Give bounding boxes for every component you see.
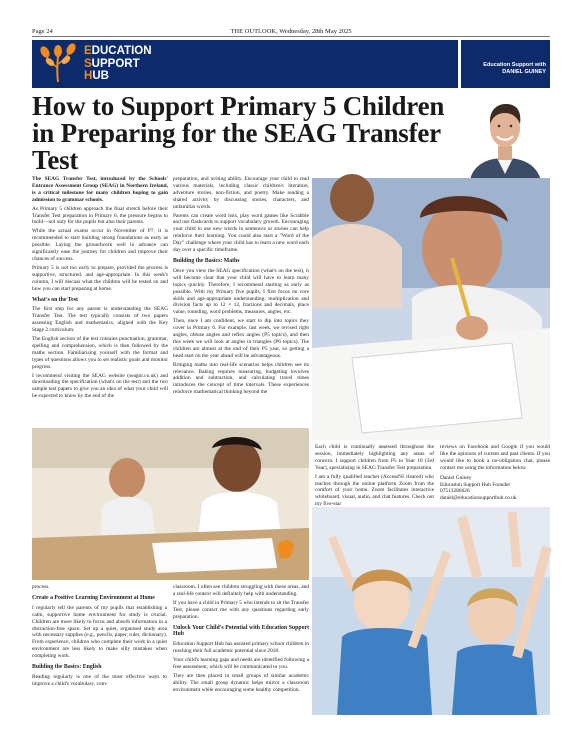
article-column-2: preparation, and writing ability. Encourage your child to read various materials, including classic children's literature, adventure stories, non-fiction, and poetry. Make reading a shared activity by discussing stories, characters, and unfamiliar words. Parents can create word lists, play word games like Scrabble and use flashcards to support vocabulary growth. Encouraging your child to use new words in sentences or stories can help reinforce their learning. You could also start a "Word of the Day" challenge where your child has to learn a new word each day over a specific timeframe. Building the Basics: Maths Once you view the SEAG specification (what's on the test), it will become clear that your child will have to learn many topics quickly. Therefore, I recommend starting as early as possible. With my Primary five pupils, I first focus on core skills and age-appropriate understanding: multiplication and division facts up to 12 × 12, fractions and decimals, place value, rounding, word problems, measures, angles, etc. Then, once I am confident, we start to dip into topics they cover in Primary 6. For example, last week, we revised right angles, obtuse angles and reflex angles (P5 topics), and then this week we will look at angles in triangles (P6 topics). The children are almost at the end of their P5 year, so getting a head start on the year ahead will be advantageous. Bringing maths into real-life scenarios helps children see its relevance. Baking requires measuring, budgeting involves addition and subtraction, and calculating travel times introduces the concept of time intervals. These experiences reinforce mathematical thinking beyond the [173, 176, 309, 396]
subheading: Building the Basics: English [32, 664, 102, 671]
masthead: THE OUTLOOK, Wednesday, 28th May 2025 [230, 28, 352, 35]
signature-title: Education Support Hub Founder [440, 481, 511, 488]
brand-banner [32, 40, 458, 88]
author-box [461, 40, 550, 185]
subheading: What's on the Test [32, 296, 78, 303]
signature-email: daniel@educationsupporthub.co.uk [440, 495, 517, 502]
subheading: Create a Positive Learning Environment at Home [32, 594, 155, 601]
page-number: Page 24 [32, 28, 53, 35]
author-portrait [461, 88, 550, 185]
subheading: Unlock Your Child's Potential with Education Support Hub [173, 624, 309, 638]
tree-logo-icon [36, 42, 80, 86]
page-header [32, 27, 550, 37]
article-column-6: classroom. I often see children struggling with these areas, and a real-life context will definitely help with understanding. If you have a child in Primary 5 who intends to sit the Transfer Test, please contact me with any questions regarding early preparation. Unlock Your Child's Potential with Education Support Hub Education Support Hub has assisted primary school children in reaching their full academic potential since 2018. Your child's learning gaps and needs are identified following a free assessment, which will be communicated to you. They are then placed in small groups of similar academic ability. The small group dynamic helps mirror a classroom environment while encouraging some healthy competition. [173, 584, 309, 693]
article-column-4: reviews on Facebook and Google if you would like the opinions of current and past clients. If you would like to book a no-obligation chat, please contact me using the information below. Daniel Guiney Education Support Hub Founder 07513286626 daniel@educationsupporthub.co.uk [440, 444, 550, 502]
signature-phone: 07513286626 [440, 488, 470, 495]
lede: The SEAG Transfer Test, introduced by the Schools' Entrance Assessment Group (SEAG) in Northern Ireland, is a critical milestone for many children hoping to gain admission to grammar schools. [32, 176, 168, 203]
brand-name: EDUCATION SUPPORT HUB [84, 45, 152, 82]
child-writing-photo [312, 178, 550, 440]
headline: How to Support Primary 5 Children in Preparing for the SEAG Transfer Test [32, 91, 445, 175]
signature-name: Daniel Guiney [440, 474, 472, 481]
author-caption: Education Support with DANIEL GUINEY [461, 40, 550, 88]
classroom-students-photo [32, 428, 309, 580]
article-column-1: The SEAG Transfer Test, introduced by the Schools' Entrance Assessment Group (SEAG) in Northern Ireland, is a critical milestone for many children hoping to gain admission to grammar schools. As Primary 5 children approach the final stretch before their Transfer Test preparation in Primary 6, the pressure begins to build—not only for the pupils but also their parents. While the actual exams occur in November of P7, it is recommended to start building strong foundations as early as possible. Laying the groundwork well in advance can significantly ease the journey for children and improve their chances of success. Primary 5 is not too early to prepare, provided the process is supportive, structured, and age-appropriate. In this week's column, I will discuss what the children will be tested on and how you can start preparing at home. What's on the Test The first step for any parent is understanding the SEAG Transfer Test. The test typically consists of two papers assessing English and mathematics, aligned with the Key Stage 2 curriculum. The English section of the test contains punctuation, grammar, spelling and comprehension, which is then followed by the maths section. Familiarising yourself with the format and types of questions allows you to set realistic goals and monitor progress. I recommend visiting the SEAG website (seagni.co.uk) and downloading the specification (what's on the test) and the two sample test papers to give you an idea of what your child will be expected to know by the end of the [32, 176, 168, 400]
article-column-5: process. Create a Positive Learning Environment at Home I regularly tell the parents of my pupils that establishing a calm, supportive home environment for study is crucial. Children are more likely to focus and absorb information in a distraction-free space. Set up a quiet, organised study area with necessary supplies (e.g., pencils, paper, ruler, dictionary). From experience, children who complete their work in a quiet environment are less likely to make silly mistakes when completing work. Building the Basics: English Reading regularly is one of the most effective ways to improve a child's vocabulary, com- [32, 584, 167, 687]
children-raising-hands-photo [312, 507, 550, 715]
subheading: Building the Basics: Maths [173, 257, 240, 264]
article-column-3: Each child is continually assessed throughout the session, immediately highlighting any areas of concern. I support children from P5 to Year 10 (3rd Year), specialising in SEAG Transfer Test preparation. I am a fully qualified teacher (AccessNI cleared) who teaches through the online platform Zoom from the comfort of your home. Zoom facilitates interactive whiteboard, visual, audio, and chat features. Check out my five-star [315, 444, 434, 508]
